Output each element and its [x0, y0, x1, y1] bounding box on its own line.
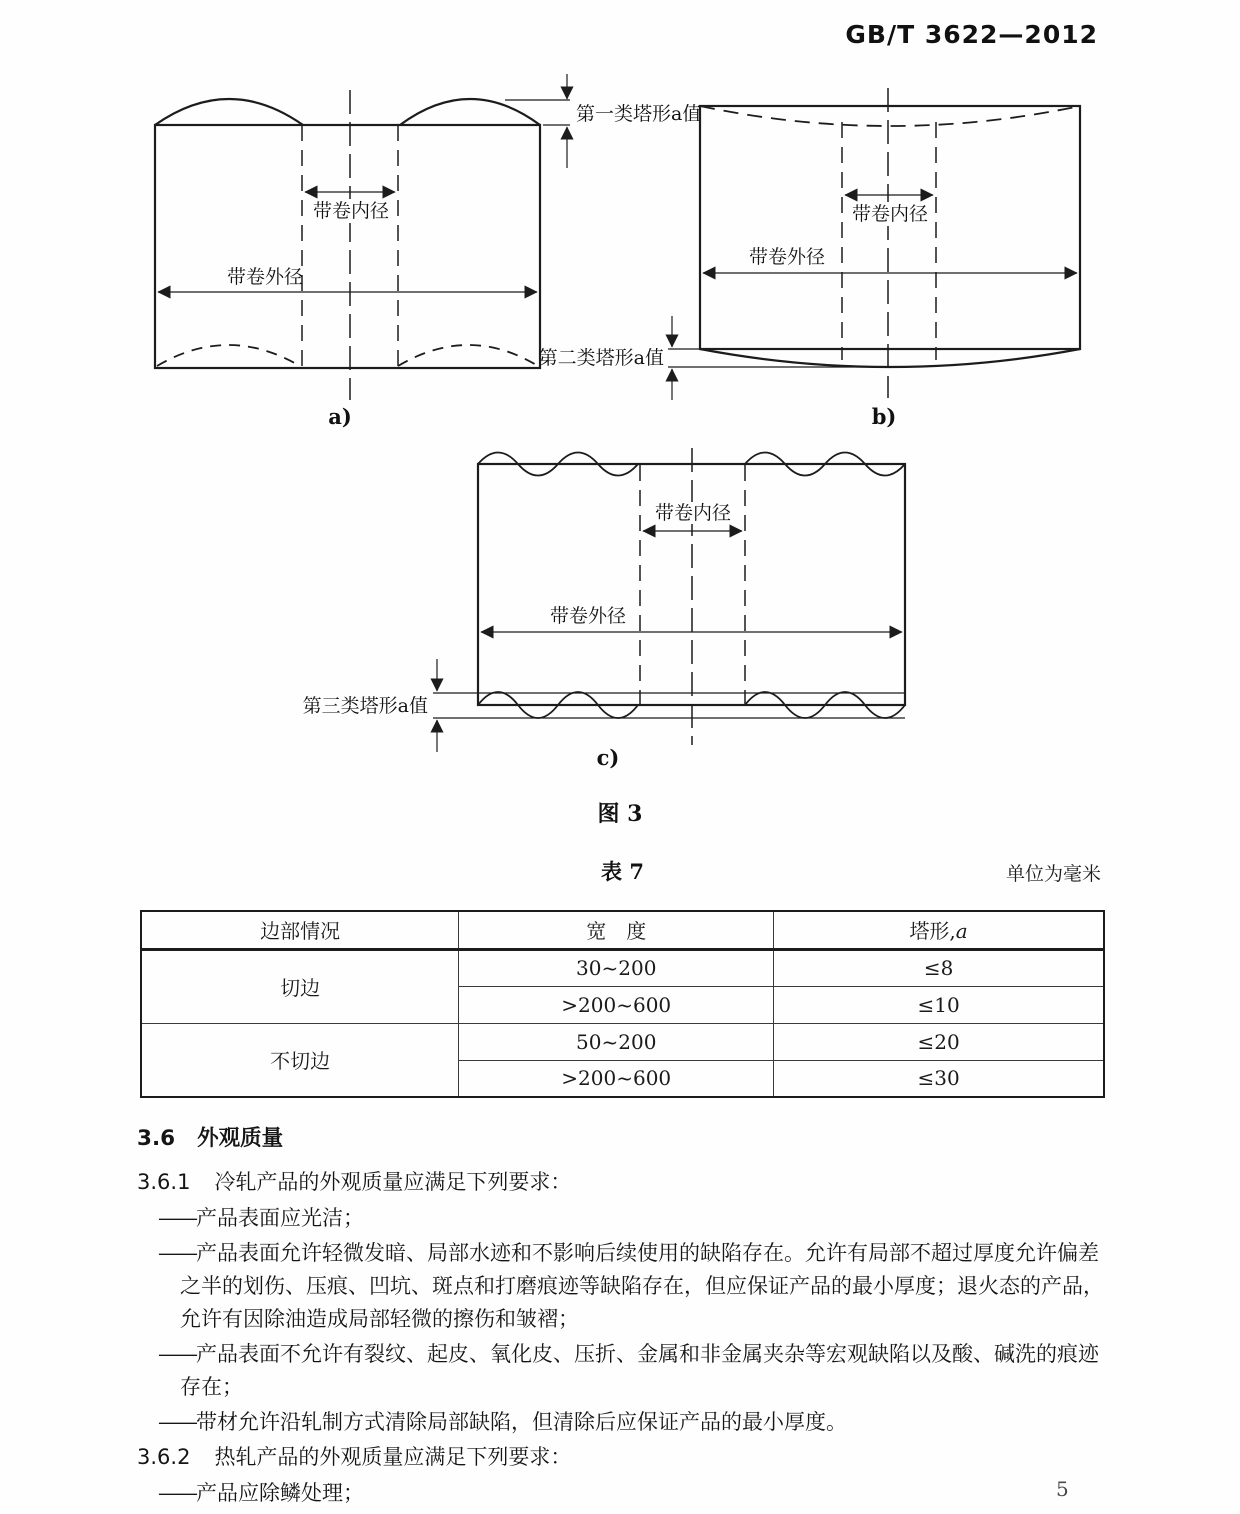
list-item	[137, 1406, 1115, 1439]
figure-caption: 图 3	[597, 801, 643, 827]
diagram-b	[539, 88, 1080, 429]
item-dash: ——	[158, 1410, 196, 1434]
table-row	[141, 949, 1104, 986]
label-tower-type1: 第一类塔形a值	[576, 103, 702, 125]
sub-caption-c: c)	[596, 745, 620, 770]
item-dash: ——	[158, 1481, 196, 1505]
item-text: 产品表面应光洁；	[196, 1206, 364, 1230]
section-3-6-heading	[137, 1122, 1115, 1155]
item-text: 产品应除鳞处理；	[196, 1481, 364, 1505]
label-coil-inner-diameter-a: 带卷内径	[312, 200, 390, 222]
list-item	[137, 1202, 1115, 1235]
top-sag-dashed-b	[700, 106, 1080, 126]
item-dash: ——	[158, 1342, 196, 1366]
table-header-row	[141, 911, 1104, 949]
label-coil-outer-diameter-c: 带卷外径	[549, 605, 627, 627]
label-tower-type3: 第三类塔形a值	[302, 695, 428, 717]
clause-number: 3.6.1	[137, 1170, 191, 1194]
item-text: 带材允许沿轧制方式清除局部缺陷，但清除后应保证产品的最小厚度。	[196, 1410, 847, 1434]
tower-header-text: 塔形,	[909, 919, 956, 944]
list-item	[137, 1477, 1115, 1510]
cell-width: >200~600	[459, 986, 774, 1023]
top-hump-right-a	[400, 99, 540, 125]
clause-text: 热轧产品的外观质量应满足下列要求：	[214, 1445, 572, 1469]
bottom-arc-right-a	[398, 345, 538, 366]
cell-width: 50~200	[459, 1023, 774, 1060]
top-hump-left-a	[155, 99, 303, 125]
body-text	[137, 1122, 1115, 1512]
sub-caption-a: a)	[328, 404, 352, 429]
diagram-a	[155, 74, 701, 429]
cell-tower: ≤30	[774, 1060, 1104, 1097]
item-dash: ——	[158, 1206, 196, 1230]
section-number: 3.6	[137, 1126, 176, 1151]
sub-caption-b: b)	[871, 404, 897, 429]
bottom-arc-left-a	[157, 345, 300, 366]
cell-width: >200~600	[459, 1060, 774, 1097]
tower-header-symbol: a	[955, 919, 968, 944]
cell-tower: ≤10	[774, 986, 1104, 1023]
diagram-c	[303, 448, 905, 770]
item-dash: ——	[158, 1241, 196, 1265]
col-header-width: 宽 度	[459, 911, 774, 949]
col-header-edge-condition: 边部情况	[141, 911, 459, 949]
section-title: 外观质量	[197, 1126, 284, 1151]
table-caption-row	[140, 856, 1105, 884]
clause-3-6-2	[137, 1441, 1115, 1474]
list-item	[137, 1237, 1115, 1336]
clause-3-6-1	[137, 1166, 1115, 1199]
col-header-tower	[774, 911, 1104, 949]
clause-text: 冷轧产品的外观质量应满足下列要求：	[214, 1170, 572, 1194]
cell-edge-trimmed: 切边	[141, 949, 459, 1023]
item-text: 产品表面允许轻微发暗、局部水迹和不影响后续使用的缺陷存在。允许有局部不超过厚度允许偏差之半的划伤、压痕、凹坑、斑点和打磨痕迹等缺陷存在，但应保证产品的最小厚度；退火态的产品，允许有因除油造成局部轻微的擦伤和皱褶；	[180, 1241, 1104, 1331]
clause-number: 3.6.2	[137, 1445, 191, 1469]
list-item	[137, 1338, 1115, 1404]
label-coil-inner-diameter-b: 带卷内径	[851, 203, 929, 225]
label-coil-inner-diameter-c: 带卷内径	[654, 502, 732, 524]
cell-tower: ≤8	[774, 949, 1104, 986]
coil-body-b	[700, 106, 1080, 349]
label-coil-outer-diameter-a: 带卷外径	[226, 266, 304, 288]
bottom-sag-b	[700, 349, 1080, 367]
cell-tower: ≤20	[774, 1023, 1104, 1060]
table-row	[141, 1023, 1104, 1060]
coil-body-a	[155, 125, 540, 368]
cell-edge-untrimmed: 不切边	[141, 1023, 459, 1097]
table-unit-note: 单位为毫米	[1005, 863, 1101, 885]
label-tower-type2: 第二类塔形a值	[538, 347, 664, 369]
page-number: 5	[1056, 1477, 1069, 1501]
cell-width: 30~200	[459, 949, 774, 986]
table-7	[140, 910, 1105, 1098]
standard-number: GB/T 3622—2012	[845, 20, 1098, 49]
table-caption: 表 7	[601, 859, 644, 884]
item-text: 产品表面不允许有裂纹、起皮、氧化皮、压折、金属和非金属夹杂等宏观缺陷以及酸、碱洗的痕迹存在；	[180, 1342, 1099, 1399]
label-coil-outer-diameter-b: 带卷外径	[748, 246, 826, 268]
